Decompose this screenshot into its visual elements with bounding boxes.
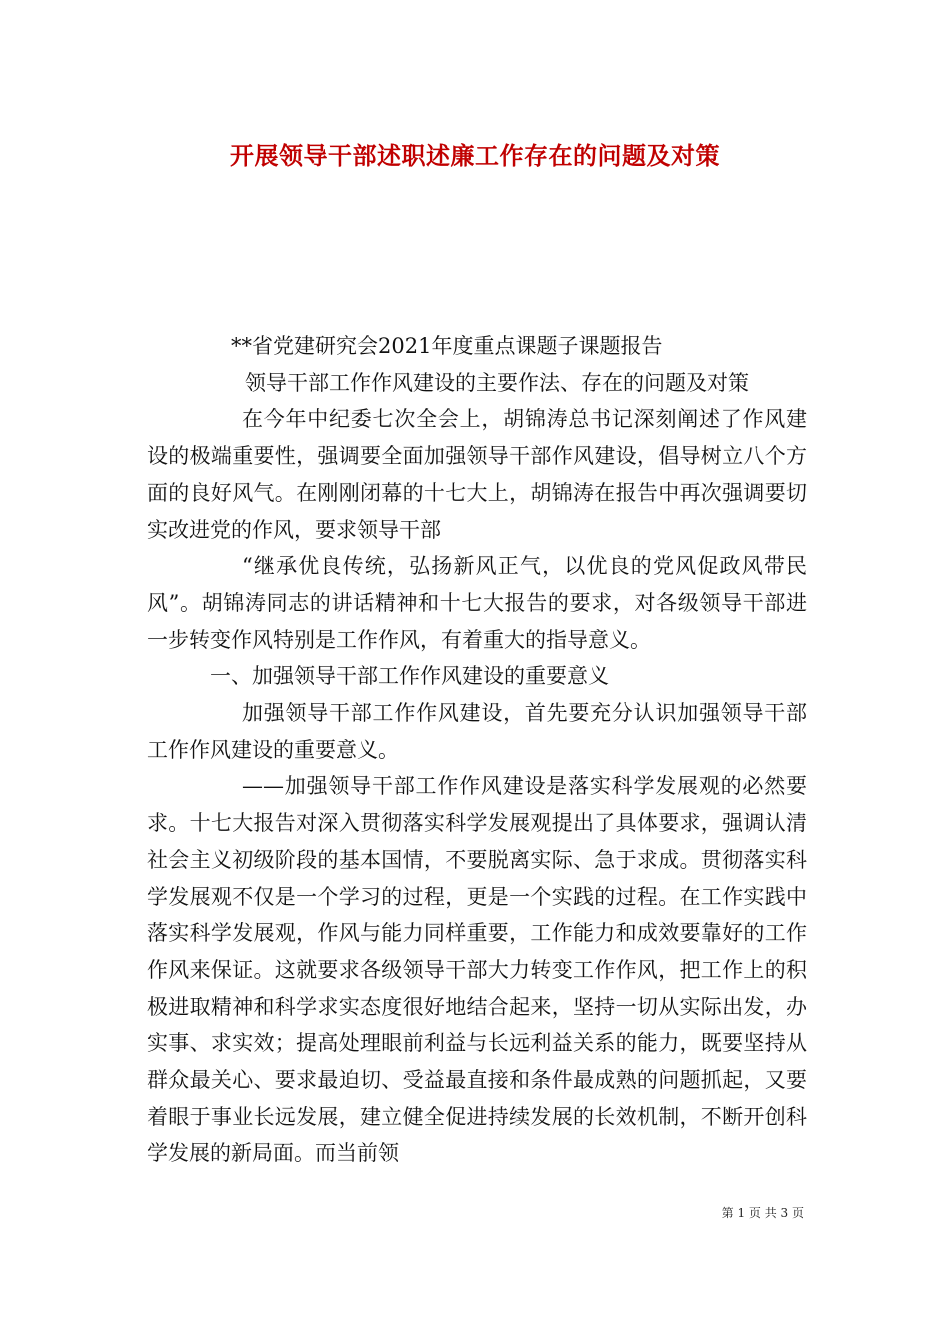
page-number-footer: 第 1 页 共 3 页	[721, 1206, 804, 1220]
document-body	[147, 328, 807, 1172]
paragraph-heading-one: 一、加强领导干部工作作风建设的重要意义	[210, 664, 609, 689]
paragraph-quote: “继承优良传统，弘扬新风正气，以优良的党风促政风带民风”。胡锦涛同志的讲话精神和十七大报告的要求，对各级领导干部进一步转变作风特别是工作作风，有着重大的指导意义。	[147, 554, 807, 652]
paragraph-importance: 加强领导干部工作作风建设，首先要充分认识加强领导干部工作作风建设的重要意义。	[147, 701, 807, 762]
paragraph-intro: 在今年中纪委七次全会上，胡锦涛总书记深刻阐述了作风建设的极端重要性，强调要全面加强领导干部作风建设，倡导树立八个方面的良好风气。在刚刚闭幕的十七大上，胡锦涛在报告中再次强调要切实改进党的作风，要求领导干部	[147, 407, 807, 542]
document-title: 开展领导干部述职述廉工作存在的问题及对策	[230, 142, 720, 170]
paragraph-section-heading: 领导干部工作作风建设的主要作法、存在的问题及对策	[245, 370, 749, 395]
paragraph-subtitle: **省党建研究会2021年度重点课题子课题报告	[231, 334, 663, 358]
paragraph-science: ——加强领导干部工作作风建设是落实科学发展观的必然要求。十七大报告对深入贯彻落实科学发展观提出了具体要求，强调认清社会主义初级阶段的基本国情，不要脱离实际、急于求成。贯彻落实科学发展观不仅是一个学习的过程，更是一个实践的过程。在工作实践中落实科学发展观，作风与能力同样重要，工作能力和成效要靠好的工作作风来保证。这就要求各级领导干部大力转变工作作风，把工作上的积极进取精神和科学求实态度很好地结合起来，坚持一切从实际出发，办实事、求实效；提高处理眼前利益与长远利益关系的能力，既要坚持从群众最关心、要求最迫切、受益最直接和条件最成熟的问题抓起，又要着眼于事业长远发展，建立健全促进持续发展的长效机制，不断开创科学发展的新局面。而当前领	[147, 774, 807, 1166]
